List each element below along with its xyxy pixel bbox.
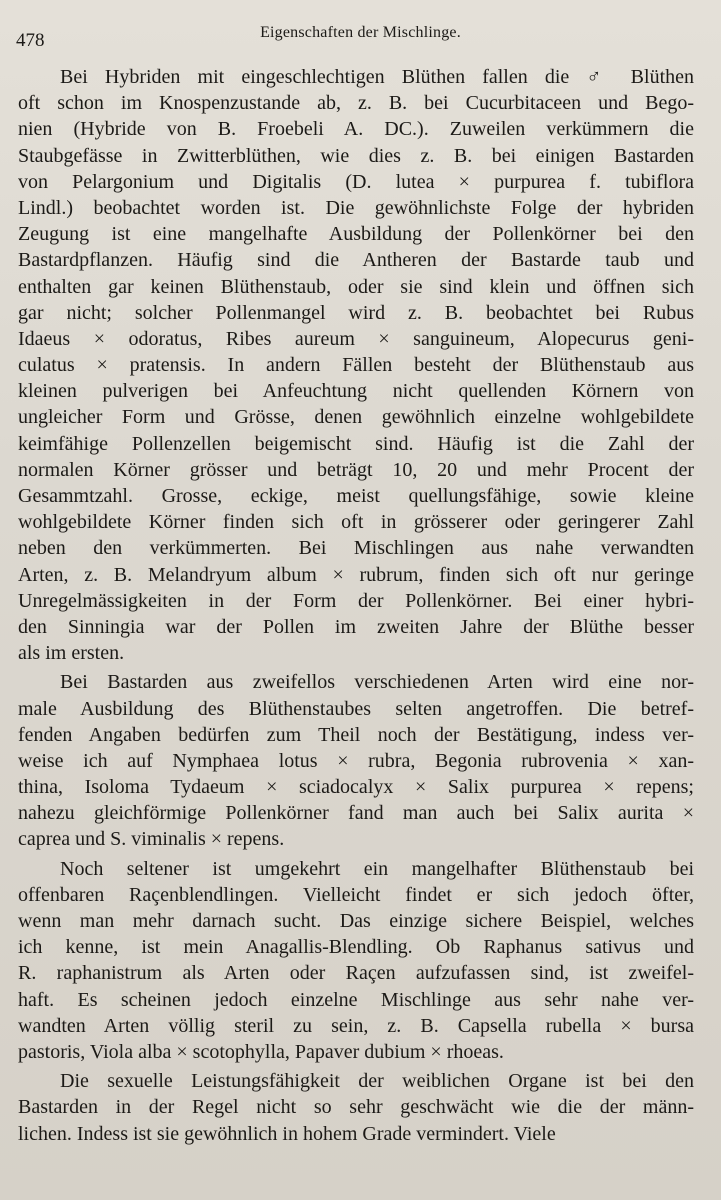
text-line: pastoris, Viola alba × scotophylla, Papaver dubium × rhoeas. (18, 1040, 504, 1063)
text-line: oft schon im Knospenzustande ab, z. B. bei Cucurbitaceen und Bego- (18, 92, 694, 115)
text-line: Bastardpflanzen. Häufig sind die Antheren der Bastarde taub und (18, 249, 694, 272)
text-line: von Pelargonium und Digitalis (D. lutea × purpurea f. tubiflora (18, 170, 694, 193)
text-line: gar nicht; solcher Pollenmangel wird z. B. beobachtet bei Rubus (18, 301, 694, 324)
text-line: Zeugung ist eine mangelhafte Ausbildung der Pollenkörner bei den (18, 223, 694, 246)
text-line: offenbaren Raçenblendlingen. Vielleicht findet er sich jedoch öfter, (18, 883, 694, 906)
text-line: lichen. Indess ist sie gewöhnlich in hohem Grade vermindert. Viele (18, 1122, 556, 1145)
text-line: nien (Hybride von B. Froebeli A. DC.). Zuweilen verkümmern die (18, 118, 694, 141)
text-line: den Sinningia war der Pollen im zweiten Jahre der Blüthe besser (18, 615, 694, 638)
paragraph (18, 669, 694, 852)
body-text (18, 64, 694, 1150)
text-line: caprea und S. viminalis × repens. (18, 828, 285, 851)
paragraph (18, 1068, 694, 1147)
text-line: weise ich auf Nymphaea lotus × rubra, Begonia rubrovenia × xan- (18, 749, 694, 772)
text-line: fenden Angaben bedürfen zum Theil noch der Bestätigung, indess ver- (18, 723, 694, 746)
text-line: enthalten gar keinen Blüthenstaub, oder sie sind klein und öffnen sich (18, 275, 694, 298)
page-number: 478 (16, 30, 45, 51)
text-line: Die sexuelle Leistungsfähigkeit der weiblichen Organe ist bei den (60, 1070, 694, 1093)
paragraph (18, 856, 694, 1066)
text-line: kleinen pulverigen bei Anfeuchtung nicht quellenden Körnern von (18, 380, 694, 403)
text-line: culatus × pratensis. In andern Fällen besteht der Blüthenstaub aus (18, 354, 694, 377)
text-line: Gesammtzahl. Grosse, eckige, meist quellungsfähige, sowie kleine (18, 485, 694, 507)
text-line: Unregelmässigkeiten in der Form der Pollenkörner. Bei einer hybri- (18, 589, 694, 612)
text-line: male Ausbildung des Blüthenstaubes selten angetroffen. Die betref- (18, 697, 694, 720)
page-header (0, 24, 721, 50)
text-line: thina, Isoloma Tydaeum × sciadocalyx × Salix purpurea × repens; (18, 776, 694, 799)
paragraph (18, 64, 694, 666)
text-line: R. raphanistrum als Arten oder Raçen aufzufassen sind, ist zweifel- (18, 962, 694, 985)
text-line: ich kenne, ist mein Anagallis-Blendling. Ob Raphanus sativus und (18, 936, 694, 959)
text-line: Arten, z. B. Melandryum album × rubrum, finden sich oft nur geringe (18, 563, 694, 586)
text-line: neben den verkümmerten. Bei Mischlingen aus nahe verwandten (18, 537, 694, 560)
text-line: keimfähige Pollenzellen beigemischt sind. Häufig ist die Zahl der (18, 432, 694, 455)
text-line: normalen Körner grösser und beträgt 10, 20 und mehr Procent der (18, 458, 694, 481)
text-line: Bastarden in der Regel nicht so sehr geschwächt wie die der männ- (18, 1096, 694, 1119)
text-line: Bei Bastarden aus zweifellos verschiedenen Arten wird eine nor- (60, 671, 694, 694)
text-line: Idaeus × odoratus, Ribes aureum × sanguineum, Alopecurus geni- (18, 327, 694, 350)
text-line: nahezu gleichförmige Pollenkörner fand man auch bei Salix aurita × (18, 802, 694, 825)
text-line: als im ersten. (18, 642, 125, 665)
text-line: Noch seltener ist umgekehrt ein mangelhafter Blüthenstaub bei (60, 857, 694, 880)
text-line: wohlgebildete Körner finden sich oft in grösserer oder geringerer Zahl (18, 511, 694, 534)
running-head-title: Eigenschaften der Mischlinge. (260, 24, 461, 41)
text-line: ungleicher Form und Grösse, denen gewöhnlich einzelne wohlgebildete (18, 406, 694, 429)
text-line: haft. Es scheinen jedoch einzelne Mischlinge aus sehr nahe ver- (18, 988, 694, 1011)
text-line: wenn man mehr darnach sucht. Das einzige sichere Beispiel, welches (18, 910, 694, 932)
text-line: Staubgefässe in Zwitterblüthen, wie dies z. B. bei einigen Bastarden (18, 144, 694, 167)
text-line: Bei Hybriden mit eingeschlechtigen Blüthen fallen die ♂ Blüthen (60, 66, 694, 88)
text-line: Lindl.) beobachtet worden ist. Die gewöhnlichste Folge der hybriden (18, 196, 694, 219)
text-line: wandten Arten völlig steril zu sein, z. B. Capsella rubella × bursa (18, 1014, 694, 1037)
